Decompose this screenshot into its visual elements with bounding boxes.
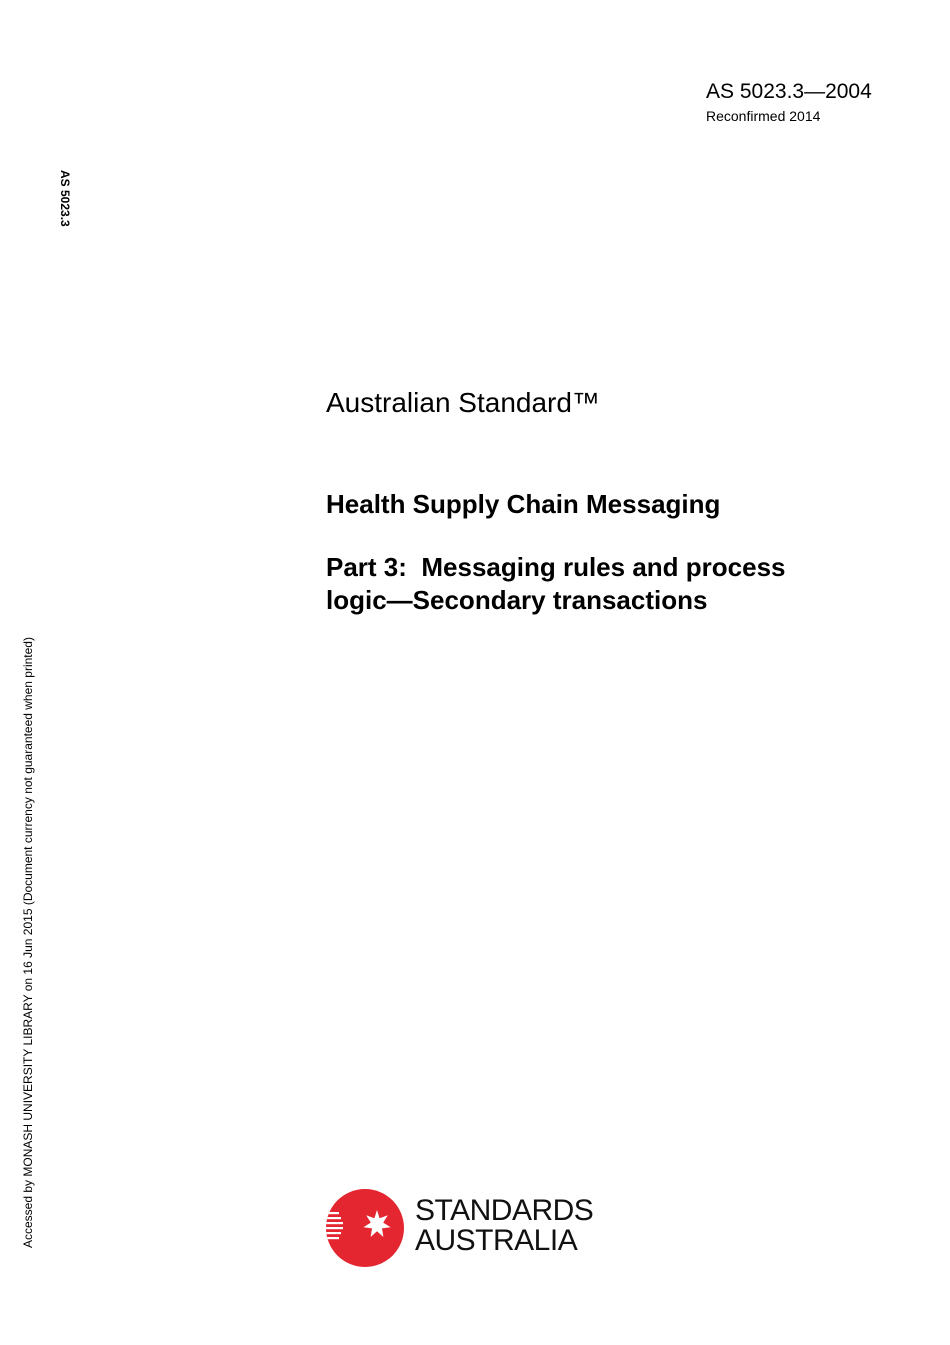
- standard-number: AS 5023.3—2004: [706, 80, 872, 103]
- standards-australia-logo: [325, 1188, 605, 1268]
- subtitle-line-1: Part 3: Messaging rules and process: [326, 552, 786, 582]
- logo-wordmark: [415, 1196, 593, 1256]
- access-note: Accessed by MONASH UNIVERSITY LIBRARY on 16 Jun 2015 (Document currency not guaranteed when printed): [21, 637, 35, 1248]
- logo-line-1: STANDARDS: [415, 1194, 594, 1227]
- logo-star-icon: [325, 1188, 405, 1268]
- reconfirmed-date: Reconfirmed 2014: [706, 108, 821, 124]
- document-subtitle: [326, 551, 886, 617]
- subtitle-line-2: logic—Secondary transactions: [326, 585, 708, 615]
- logo-line-2: AUSTRALIA: [415, 1224, 578, 1257]
- document-type: Australian Standard™: [326, 387, 600, 418]
- spine-label: AS 5023.3: [58, 170, 72, 227]
- document-title: Health Supply Chain Messaging: [326, 489, 721, 519]
